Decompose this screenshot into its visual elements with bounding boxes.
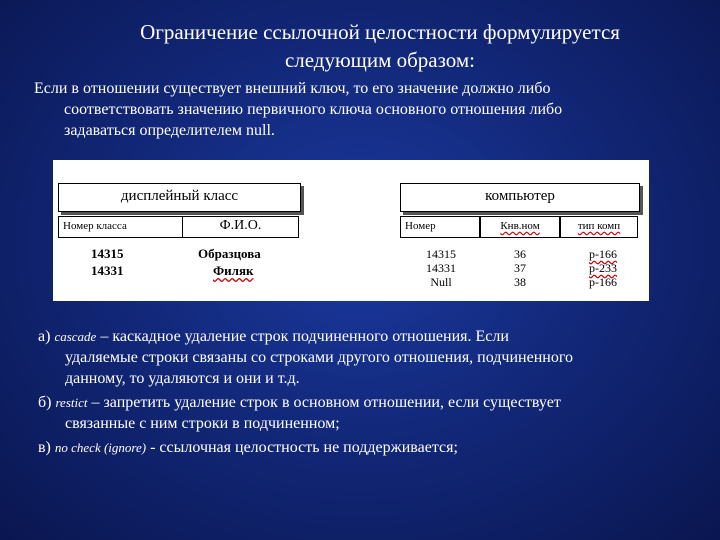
title-line-1: Ограничение ссылочной целостности формулируется bbox=[140, 20, 620, 44]
right-table-header: компьютер bbox=[400, 183, 640, 212]
title-line-2: следующим образом: bbox=[284, 48, 476, 72]
intro-line-3: задаваться определителем null. bbox=[64, 122, 275, 139]
left-col2-label: Ф.И.О. bbox=[182, 216, 299, 238]
item-text: – запретить удаление строк в основном отношении, если существует bbox=[87, 394, 561, 411]
left-col2-value-2: Филяк bbox=[213, 263, 254, 278]
right-col1-value-1: 14315 bbox=[426, 247, 456, 261]
slide-title bbox=[60, 18, 700, 74]
item-text-cont: связанные с ним строки в подчиненном; bbox=[65, 415, 340, 432]
item-marker: а) bbox=[38, 328, 51, 345]
item-text-cont: удаляемые строки связаны со строками другого отношения, подчиненного bbox=[65, 349, 573, 366]
intro-paragraph bbox=[34, 78, 694, 141]
right-col1-value-2: 14331 bbox=[426, 261, 456, 275]
item-marker: б) bbox=[38, 394, 52, 411]
item-term: restict bbox=[55, 395, 88, 410]
list-item bbox=[38, 392, 698, 434]
delete-rules-list bbox=[38, 326, 698, 461]
right-col3-value-2: p-233 bbox=[589, 261, 617, 275]
right-col2-value-2: 37 bbox=[514, 261, 526, 275]
right-col1-label: Номер bbox=[400, 216, 480, 238]
item-text: – каскадное удаление строк подчиненного отношения. Если bbox=[96, 328, 509, 345]
item-text-cont: данному, то удаляются и они и т.д. bbox=[65, 370, 300, 387]
right-col2-value-3: 38 bbox=[514, 275, 526, 289]
left-col1-label: Номер класса bbox=[58, 216, 183, 238]
right-col3-value-1: p-166 bbox=[589, 247, 617, 261]
item-term: no check (ignore) bbox=[54, 440, 147, 455]
left-col1-value-2: 14331 bbox=[91, 263, 124, 278]
left-col1-value-1: 14315 bbox=[91, 246, 124, 261]
list-item bbox=[38, 437, 698, 458]
left-col2-value-1: Образцова bbox=[198, 246, 261, 261]
left-table-header: дисплейный класс bbox=[58, 183, 301, 212]
list-item bbox=[38, 326, 698, 389]
right-col2-value-1: 36 bbox=[514, 247, 526, 261]
item-marker: в) bbox=[38, 439, 51, 456]
intro-line-2: соответствовать значению первичного ключа основного отношения либо bbox=[64, 101, 563, 118]
right-col3-label: тип комп bbox=[560, 216, 638, 238]
item-term: cascade bbox=[54, 329, 97, 344]
tables-figure bbox=[53, 160, 649, 301]
intro-line-1: Если в отношении существует внешний ключ, то его значение должно либо bbox=[34, 80, 551, 97]
right-col1-value-3: Null bbox=[430, 275, 452, 289]
item-text: - ссылочная целостность не поддерживается; bbox=[146, 439, 458, 456]
right-col3-value-3: p-166 bbox=[589, 275, 617, 289]
right-col2-label: Кнв.ном bbox=[480, 216, 560, 238]
